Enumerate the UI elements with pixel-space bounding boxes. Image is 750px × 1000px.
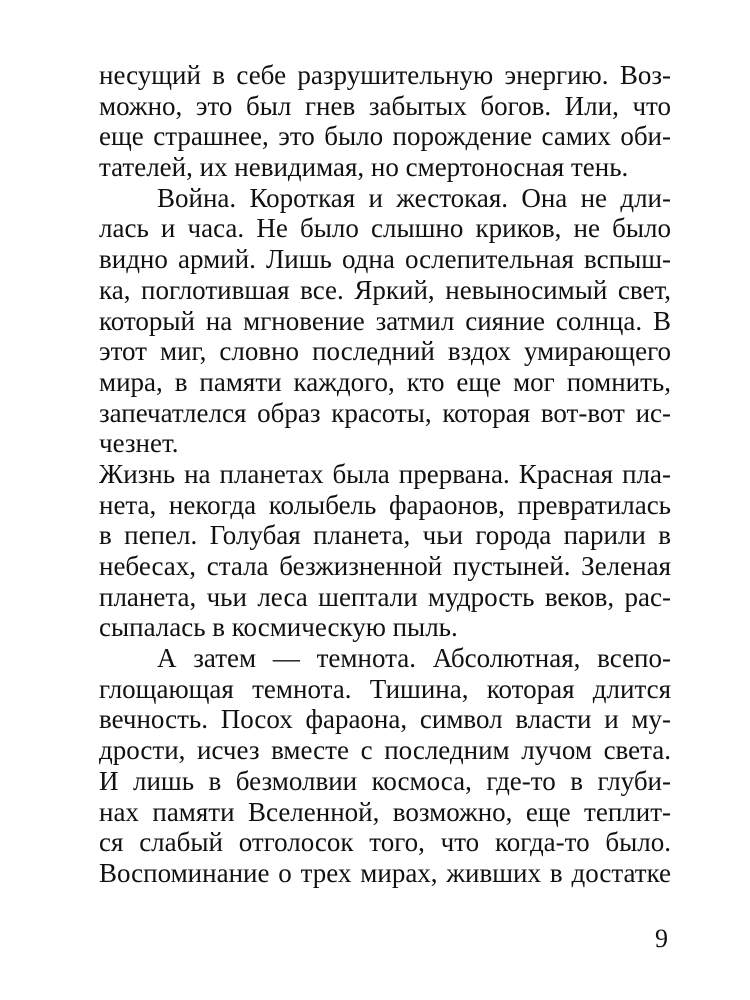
text-line: этот миг, словно последний вздох умирающего [99, 336, 671, 367]
text-line: Воспоминание о трех мирах, живших в достатке [99, 857, 671, 888]
text-line: глощающая темнота. Тишина, которая длится [99, 673, 671, 704]
text-line: Война. Короткая и жестокая. Она не дли- [157, 182, 671, 213]
text-line: можно, это был гнев забытых богов. Или, что [99, 90, 671, 121]
text-line: небесах, стала безжизненной пустыней. Зеленая [99, 551, 671, 581]
text-line: мира, в памяти каждого, кто еще мог помнить, [99, 366, 671, 397]
text-line: тателей, их невидимая, но смертоносная тень. [99, 152, 629, 183]
paragraph-3 [99, 459, 671, 643]
text-line: лась и часа. Не было слышно криков, не было [99, 213, 671, 244]
text-line: И лишь в безмолвии космоса, где-то в глуби- [99, 765, 671, 796]
text-line: видно армий. Лишь одна ослепительная вспыш- [99, 244, 671, 275]
text-line: Жизнь на планетах была прервана. Красная пла- [99, 458, 671, 489]
text-line: чезнет. [99, 428, 179, 459]
text-line: сыпалась в космическую пыль. [99, 612, 458, 643]
paragraph-4 [99, 643, 671, 889]
text-line: несущий в себе разрушительную энергию. Воз- [99, 60, 671, 90]
text-line: нах памяти Вселенной, возможно, еще теплит- [99, 796, 671, 827]
text-line: ка, поглотившая все. Яркий, невыносимый свет, [99, 274, 671, 305]
text-line: вечность. Посох фараона, символ власти и му- [99, 704, 671, 735]
page-number: 9 [655, 924, 668, 953]
text-line: планета, чьи леса шептали мудрость веков, рас- [99, 581, 671, 612]
paragraph-1 [99, 60, 671, 183]
paragraph-2 [99, 183, 671, 459]
text-line: дрости, исчез вместе с последним лучом света. [99, 735, 671, 766]
text-line: нета, некогда колыбель фараонов, превратилась [99, 489, 671, 520]
text-line: еще страшнее, это было порождение самих оби- [99, 121, 671, 152]
page-body [99, 60, 671, 889]
text-line: А затем — темнота. Абсолютная, всепо- [157, 643, 671, 674]
text-line: запечатлелся образ красоты, которая вот-вот ис- [99, 397, 671, 428]
text-line: в пепел. Голубая планета, чьи города парили в [99, 520, 671, 551]
text-line: ся слабый отголосок того, что когда-то было. [99, 827, 671, 858]
text-line: который на мгновение затмил сияние солнца. В [99, 305, 671, 336]
